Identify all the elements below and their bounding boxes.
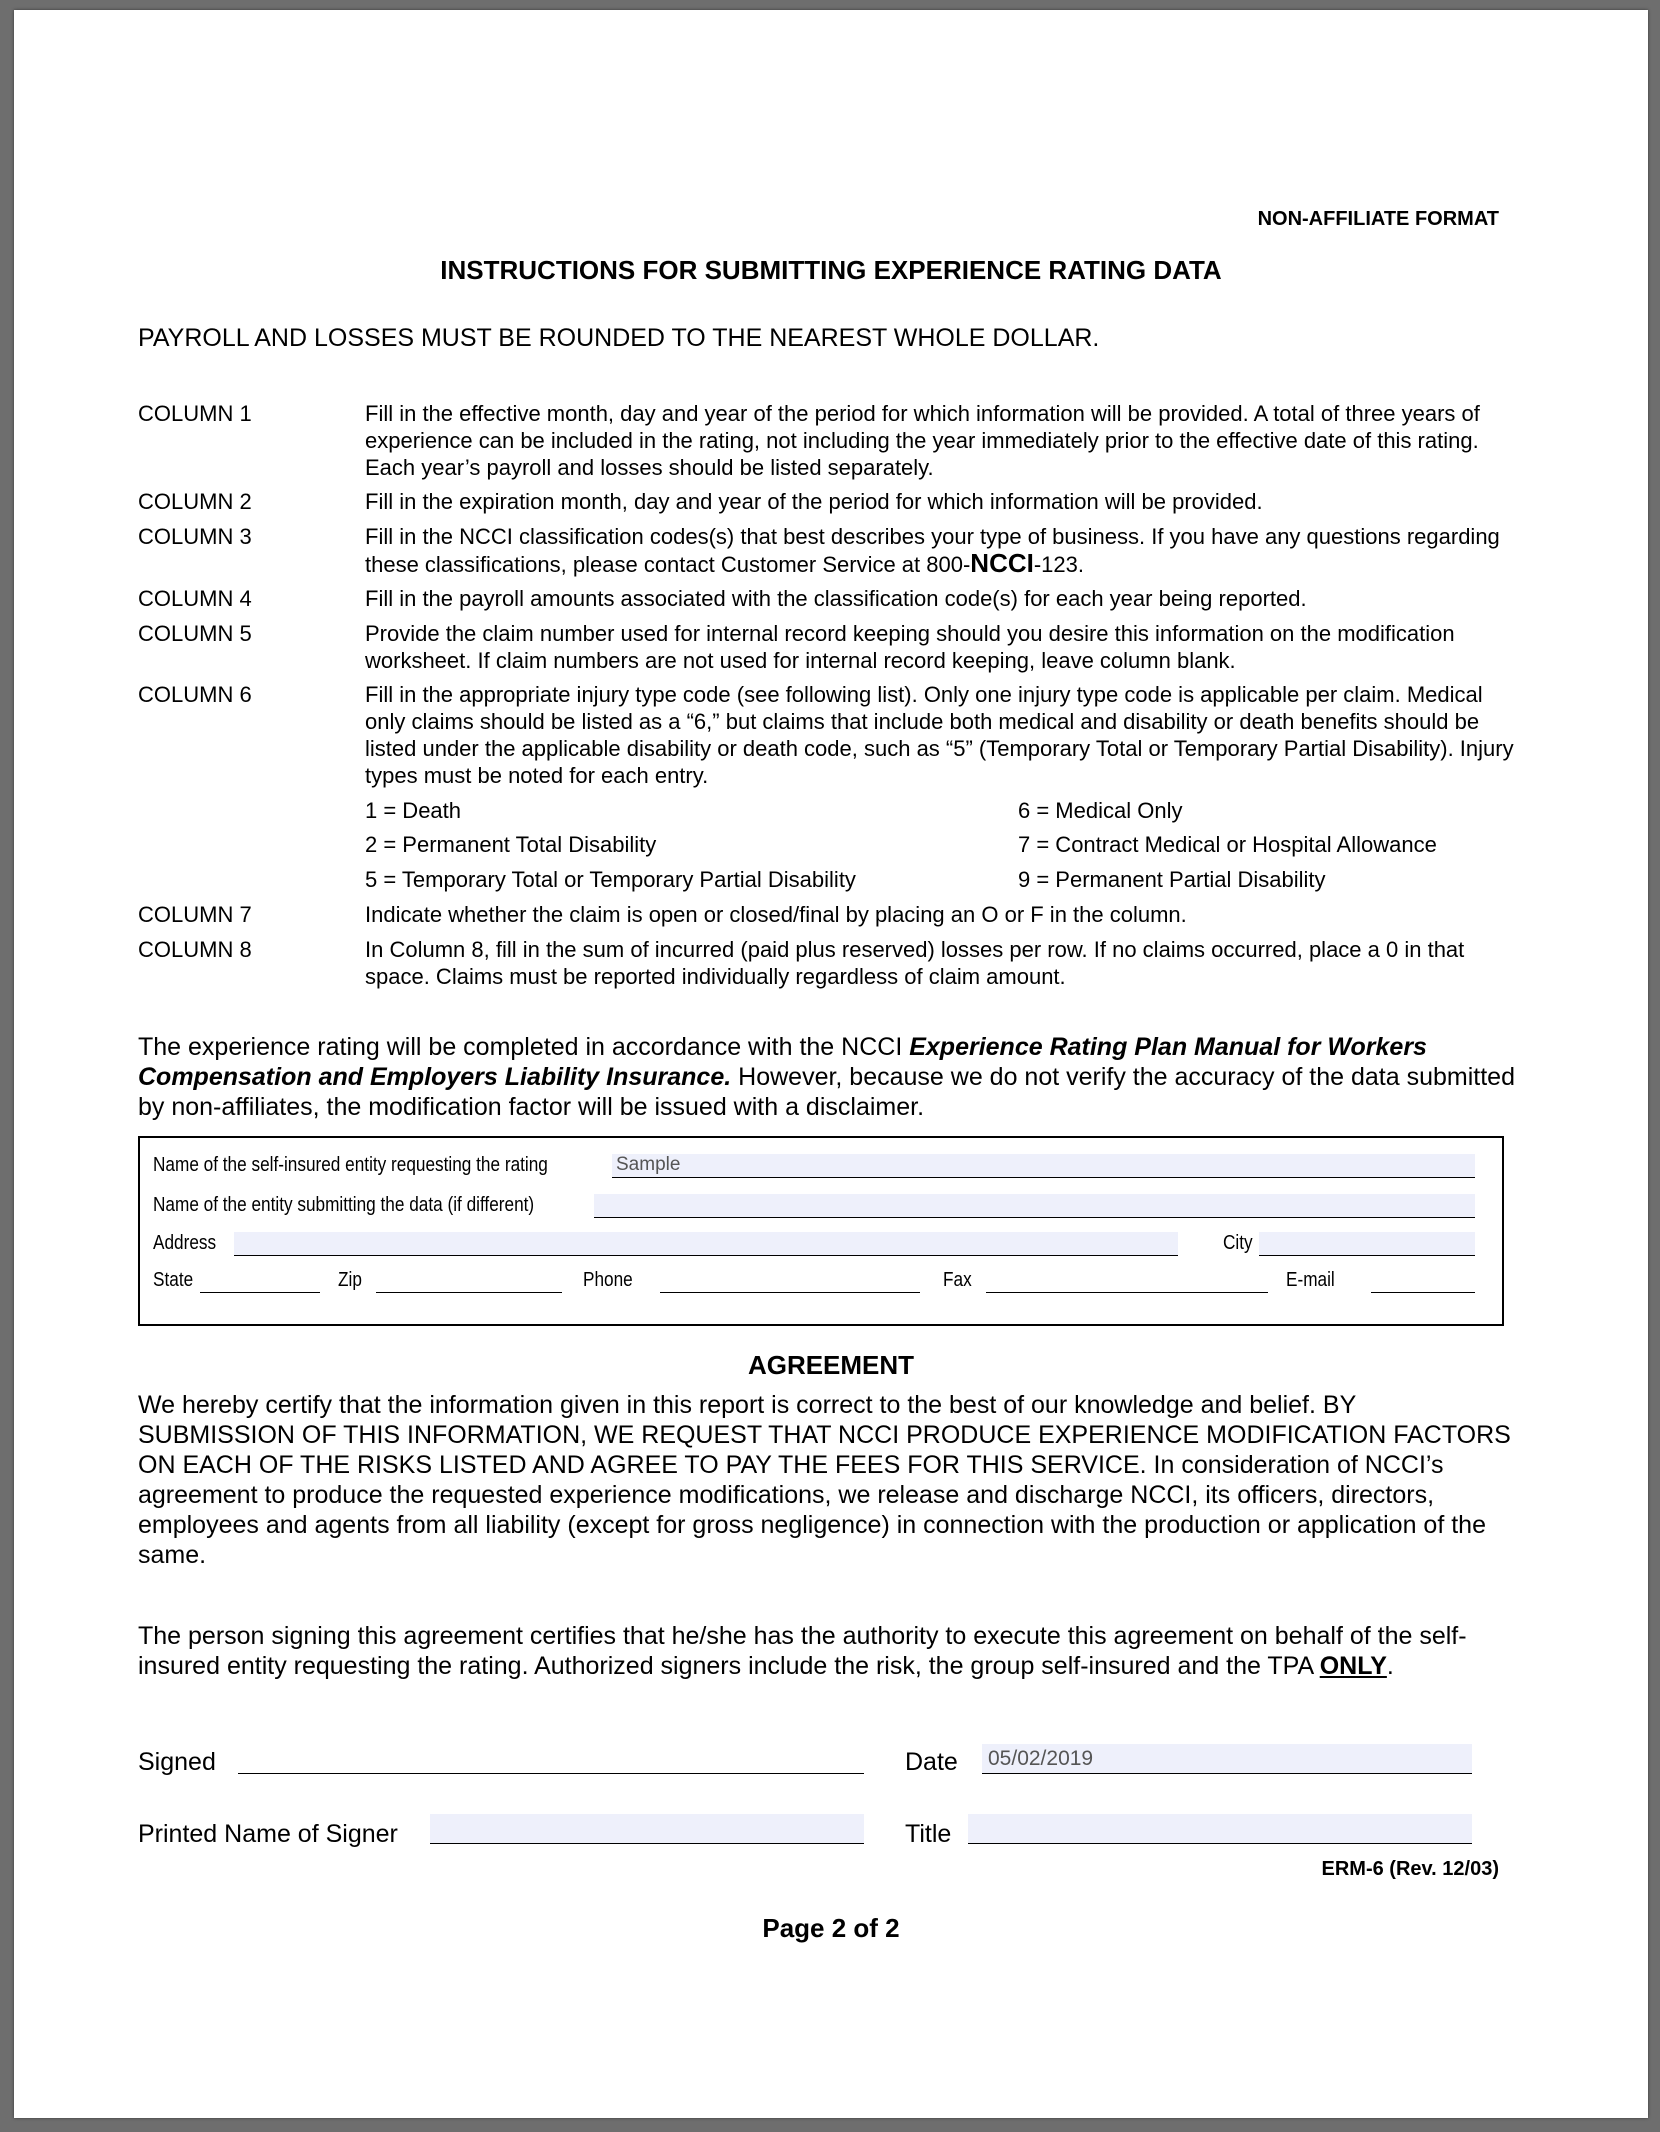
state-label: State xyxy=(153,1269,194,1291)
city-field[interactable] xyxy=(1259,1232,1475,1256)
column-label: COLUMN 7 xyxy=(138,902,252,927)
column-description: Fill in the payroll amounts associated with the classification code(s) for each year being reported. xyxy=(365,586,1307,611)
authority-paragraph xyxy=(138,1621,1518,1681)
format-label: NON-AFFILIATE FORMAT xyxy=(1257,208,1499,230)
rounding-note: PAYROLL AND LOSSES MUST BE ROUNDED TO THE NEAREST WHOLE DOLLAR. xyxy=(138,324,1100,352)
signature-field[interactable] xyxy=(238,1744,864,1774)
column-label: COLUMN 3 xyxy=(138,524,252,549)
column-description: Fill in the expiration month, day and year of the period for which information will be provided. xyxy=(365,489,1263,514)
column-description: Fill in the appropriate injury type code (see following list). Only one injury type code is applicable per claim. Medical only claims should be listed as a “6,” but claims that include both medical and disability or death benefits should be listed under the applicable disability or death code, such as “5” (Temporary Total or Temporary Partial Disability). Injury types must be noted for each entry. xyxy=(365,682,1514,788)
column-description: Provide the claim number used for internal record keeping should you desire this information on the modification worksheet. If claim numbers are not used for internal record keeping, leave column blank. xyxy=(365,621,1455,673)
column-label: COLUMN 6 xyxy=(138,682,252,707)
injury-code-2: 2 = Permanent Total Disability xyxy=(365,832,657,857)
page-number: Page 2 of 2 xyxy=(762,1913,900,1943)
injury-code-5: 5 = Temporary Total or Temporary Partial Disability xyxy=(365,867,856,892)
submitter-name-field[interactable] xyxy=(594,1194,1475,1218)
column-description: Fill in the effective month, day and year of the period for which information will be provided. A total of three years of experience can be included in the rating, not including the year immediately prior to the effective date of this rating. Each year’s payroll and losses should be listed separately. xyxy=(365,401,1480,480)
rating-text-end: However, because we do not verify the accuracy of the data submitted by non-affiliates, the modification factor will be issued with a disclaimer. xyxy=(138,1063,1515,1121)
phone-label: Phone xyxy=(583,1269,633,1291)
fax-field[interactable] xyxy=(986,1269,1268,1293)
address-field[interactable] xyxy=(234,1232,1178,1256)
date-label: Date xyxy=(905,1748,958,1776)
title-label: Title xyxy=(905,1820,952,1848)
zip-field[interactable] xyxy=(376,1269,562,1293)
entity-name-field[interactable]: Sample xyxy=(612,1154,1475,1178)
printed-name-field[interactable] xyxy=(430,1814,864,1844)
injury-code-7: 7 = Contract Medical or Hospital Allowance xyxy=(1018,832,1437,857)
phone-field[interactable] xyxy=(660,1269,920,1293)
injury-code-9: 9 = Permanent Partial Disability xyxy=(1018,867,1326,892)
rating-text: The experience rating will be completed in accordance with the NCCI xyxy=(138,1033,910,1061)
zip-label: Zip xyxy=(338,1269,362,1291)
column-label: COLUMN 5 xyxy=(138,621,252,646)
state-field[interactable] xyxy=(200,1269,320,1293)
manual-title: Experience Rating Plan Manual for Workers Compensation and Employers Liability Insurance. xyxy=(138,1033,1427,1091)
agreement-title: AGREEMENT xyxy=(747,1350,915,1380)
email-label: E-mail xyxy=(1286,1269,1335,1291)
column-3-text-end: -123. xyxy=(1033,552,1085,577)
column-label: COLUMN 1 xyxy=(138,401,252,426)
signed-label: Signed xyxy=(138,1748,216,1776)
printed-name-label: Printed Name of Signer xyxy=(138,1820,398,1848)
column-3-text: Fill in the NCCI classification codes(s) that best describes your type of business. If you have any questions regarding these classifications, please contact Customer Service at 800- xyxy=(365,524,1500,577)
fax-label: Fax xyxy=(943,1269,972,1291)
only-emphasis: ONLY xyxy=(1319,1652,1387,1680)
document-page xyxy=(14,10,1648,2118)
page-title: INSTRUCTIONS FOR SUBMITTING EXPERIENCE RATING DATA xyxy=(440,255,1222,285)
ncci-phone-letters: NCCI xyxy=(970,548,1034,578)
column-description: In Column 8, fill in the sum of incurred (paid plus reserved) losses per row. If no claims occurred, place a 0 in that space. Claims must be reported individually regardless of claim amount. xyxy=(365,937,1465,989)
city-label: City xyxy=(1223,1232,1253,1254)
rating-paragraph xyxy=(138,1032,1518,1122)
submitter-name-label: Name of the entity submitting the data (if different) xyxy=(153,1194,535,1216)
email-field[interactable] xyxy=(1371,1269,1475,1293)
column-label: COLUMN 2 xyxy=(138,489,252,514)
entity-name-label: Name of the self-insured entity requesting the rating xyxy=(153,1154,548,1176)
entity-info-form xyxy=(138,1136,1504,1326)
form-code: ERM-6 (Rev. 12/03) xyxy=(1321,1858,1499,1880)
authority-text-end: . xyxy=(1386,1652,1394,1680)
column-description xyxy=(365,523,1515,578)
column-label: COLUMN 4 xyxy=(138,586,252,611)
column-label: COLUMN 8 xyxy=(138,937,252,962)
authority-text: The person signing this agreement certifies that he/she has the authority to execute this agreement on behalf of the self-insured entity requesting the rating. Authorized signers include the risk, the group self-insured and the TPA xyxy=(138,1622,1467,1680)
injury-code-6: 6 = Medical Only xyxy=(1018,798,1183,823)
address-label: Address xyxy=(153,1232,217,1254)
injury-code-1: 1 = Death xyxy=(365,798,462,823)
date-field[interactable]: 05/02/2019 xyxy=(982,1744,1472,1774)
agreement-paragraph: We hereby certify that the information given in this report is correct to the best of our knowledge and belief. BY SUBMISSION OF THIS INFORMATION, WE REQUEST THAT NCCI PRODUCE EXPERIENCE MODIFICATION FACTORS ON EACH OF THE RISKS LISTED AND AGREE TO PAY THE FEES FOR THIS SERVICE. In consideration of NCCI’s agreement to produce the requested experience modifications, we release and discharge NCCI, its officers, directors, employees and agents from all liability (except for gross negligence) in connection with the production or application of the same. xyxy=(138,1391,1511,1569)
title-field[interactable] xyxy=(968,1814,1472,1844)
column-description: Indicate whether the claim is open or closed/final by placing an O or F in the column. xyxy=(365,902,1187,927)
